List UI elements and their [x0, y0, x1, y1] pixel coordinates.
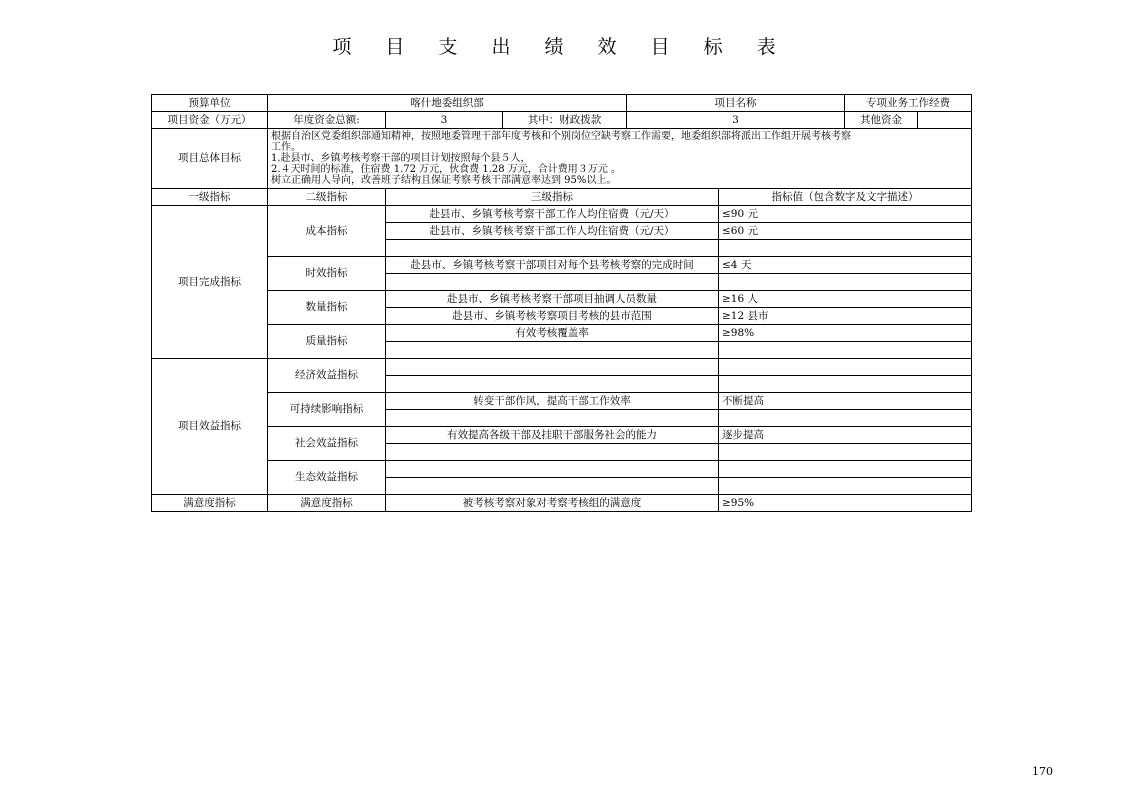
table-row	[152, 393, 972, 410]
indicator-value	[719, 410, 972, 427]
budget-unit-value: 喀什地委组织部	[268, 95, 627, 112]
cost-indicator-label: 成本指标	[268, 206, 386, 257]
economic-indicator-label: 经济效益指标	[268, 359, 386, 393]
quality-indicator-label: 质量指标	[268, 325, 386, 359]
satisfaction-level2-label: 满意度指标	[268, 495, 386, 512]
indicator-name	[386, 359, 719, 376]
indicator-value: ≤60 元	[719, 223, 972, 240]
indicator-value	[719, 376, 972, 393]
level3-header: 三级指标	[386, 189, 719, 206]
overall-goal-row	[152, 129, 972, 189]
goal-line: 2.４天时间的标准，住宿费 1.72 万元，伙食费 1.28 万元，合计费用３万元 。	[271, 164, 621, 175]
indicator-name: 赴县市、乡镇考核考察干部工作人均住宿费（元/天）	[386, 223, 719, 240]
indicator-value	[719, 444, 972, 461]
indicator-name: 转变干部作风，提高干部工作效率	[386, 393, 719, 410]
indicator-value	[719, 240, 972, 257]
indicator-name	[386, 376, 719, 393]
goal-line: 工作。	[271, 142, 301, 153]
sustainable-indicator-label: 可持续影响指标	[268, 393, 386, 427]
table-row	[152, 427, 972, 444]
indicator-name	[386, 478, 719, 495]
indicator-name	[386, 342, 719, 359]
benefit-indicator-label: 项目效益指标	[152, 359, 268, 495]
indicator-value: 不断提高	[719, 393, 972, 410]
level2-header: 二级指标	[268, 189, 386, 206]
indicator-value	[719, 342, 972, 359]
indicator-name: 赴县市、乡镇考核考察干部项目对每个县考核考察的完成时间	[386, 257, 719, 274]
table-row	[152, 359, 972, 376]
indicator-value: ≥95%	[719, 495, 972, 512]
social-indicator-label: 社会效益指标	[268, 427, 386, 461]
indicator-name: 有效考核覆盖率	[386, 325, 719, 342]
annual-total-label: 年度资金总额:	[268, 112, 386, 129]
indicator-name: 赴县市、乡镇考核考察干部工作人均住宿费（元/天）	[386, 206, 719, 223]
funds-row	[152, 112, 972, 129]
indicator-value: ≥16 人	[719, 291, 972, 308]
level1-header: 一级指标	[152, 189, 268, 206]
project-name-label: 项目名称	[627, 95, 845, 112]
overall-goal-label: 项目总体目标	[152, 129, 268, 189]
quantity-indicator-label: 数量指标	[268, 291, 386, 325]
indicator-value	[719, 478, 972, 495]
goal-line: 1.赴县市、乡镇考核考察干部的项目计划按照每个县５人，	[271, 153, 531, 164]
indicator-value	[719, 359, 972, 376]
other-funds-value	[918, 112, 972, 129]
table-row	[152, 325, 972, 342]
satisfaction-row	[152, 495, 972, 512]
satisfaction-level1-label: 满意度指标	[152, 495, 268, 512]
annual-total-value: 3	[386, 112, 503, 129]
goal-line: 根据自治区党委组织部通知精神，按照地委管理干部年度考核和个别岗位空缺考察工作需要，地委组织部将派出工作组开展考核考察	[271, 131, 851, 142]
indicator-value: ≤4 天	[719, 257, 972, 274]
indicator-value: 逐步提高	[719, 427, 972, 444]
column-header-row	[152, 189, 972, 206]
indicator-name: 有效提高各级干部及挂职干部服务社会的能力	[386, 427, 719, 444]
indicator-value	[719, 274, 972, 291]
time-indicator-label: 时效指标	[268, 257, 386, 291]
page-number: 170	[1032, 765, 1053, 778]
indicator-name: 赴县市、乡镇考核考察项目考核的县市范围	[386, 308, 719, 325]
indicator-name	[386, 274, 719, 291]
fiscal-value: 3	[627, 112, 845, 129]
table-row	[152, 257, 972, 274]
performance-target-table	[151, 94, 972, 512]
page-title: 项 目 支 出 绩 效 目 标 表	[332, 36, 790, 58]
indicator-name: 被考核考察对象对考察考核组的满意度	[386, 495, 719, 512]
indicator-value: ≥12 县市	[719, 308, 972, 325]
indicator-name	[386, 444, 719, 461]
table-row	[152, 206, 972, 223]
funds-label: 项目资金（万元）	[152, 112, 268, 129]
fiscal-label: 其中：财政拨款	[503, 112, 627, 129]
indicator-name	[386, 461, 719, 478]
value-header: 指标值（包含数字及文字描述）	[719, 189, 972, 206]
goal-line: 树立正确用人导向，改善班子结构且保证考察考核干部满意率达到 95%以上。	[271, 175, 617, 186]
table-row	[152, 291, 972, 308]
completion-indicator-label: 项目完成指标	[152, 206, 268, 359]
indicator-name	[386, 410, 719, 427]
indicator-value: ≤90 元	[719, 206, 972, 223]
other-funds-label: 其他资金	[845, 112, 918, 129]
budget-unit-label: 预算单位	[152, 95, 268, 112]
budget-unit-row	[152, 95, 972, 112]
indicator-name	[386, 240, 719, 257]
ecological-indicator-label: 生态效益指标	[268, 461, 386, 495]
indicator-name: 赴县市、乡镇考核考察干部项目抽调人员数量	[386, 291, 719, 308]
project-name-value: 专项业务工作经费	[845, 95, 972, 112]
indicator-value: ≥98%	[719, 325, 972, 342]
indicator-value	[719, 461, 972, 478]
table-row	[152, 461, 972, 478]
overall-goal-text	[268, 129, 972, 189]
